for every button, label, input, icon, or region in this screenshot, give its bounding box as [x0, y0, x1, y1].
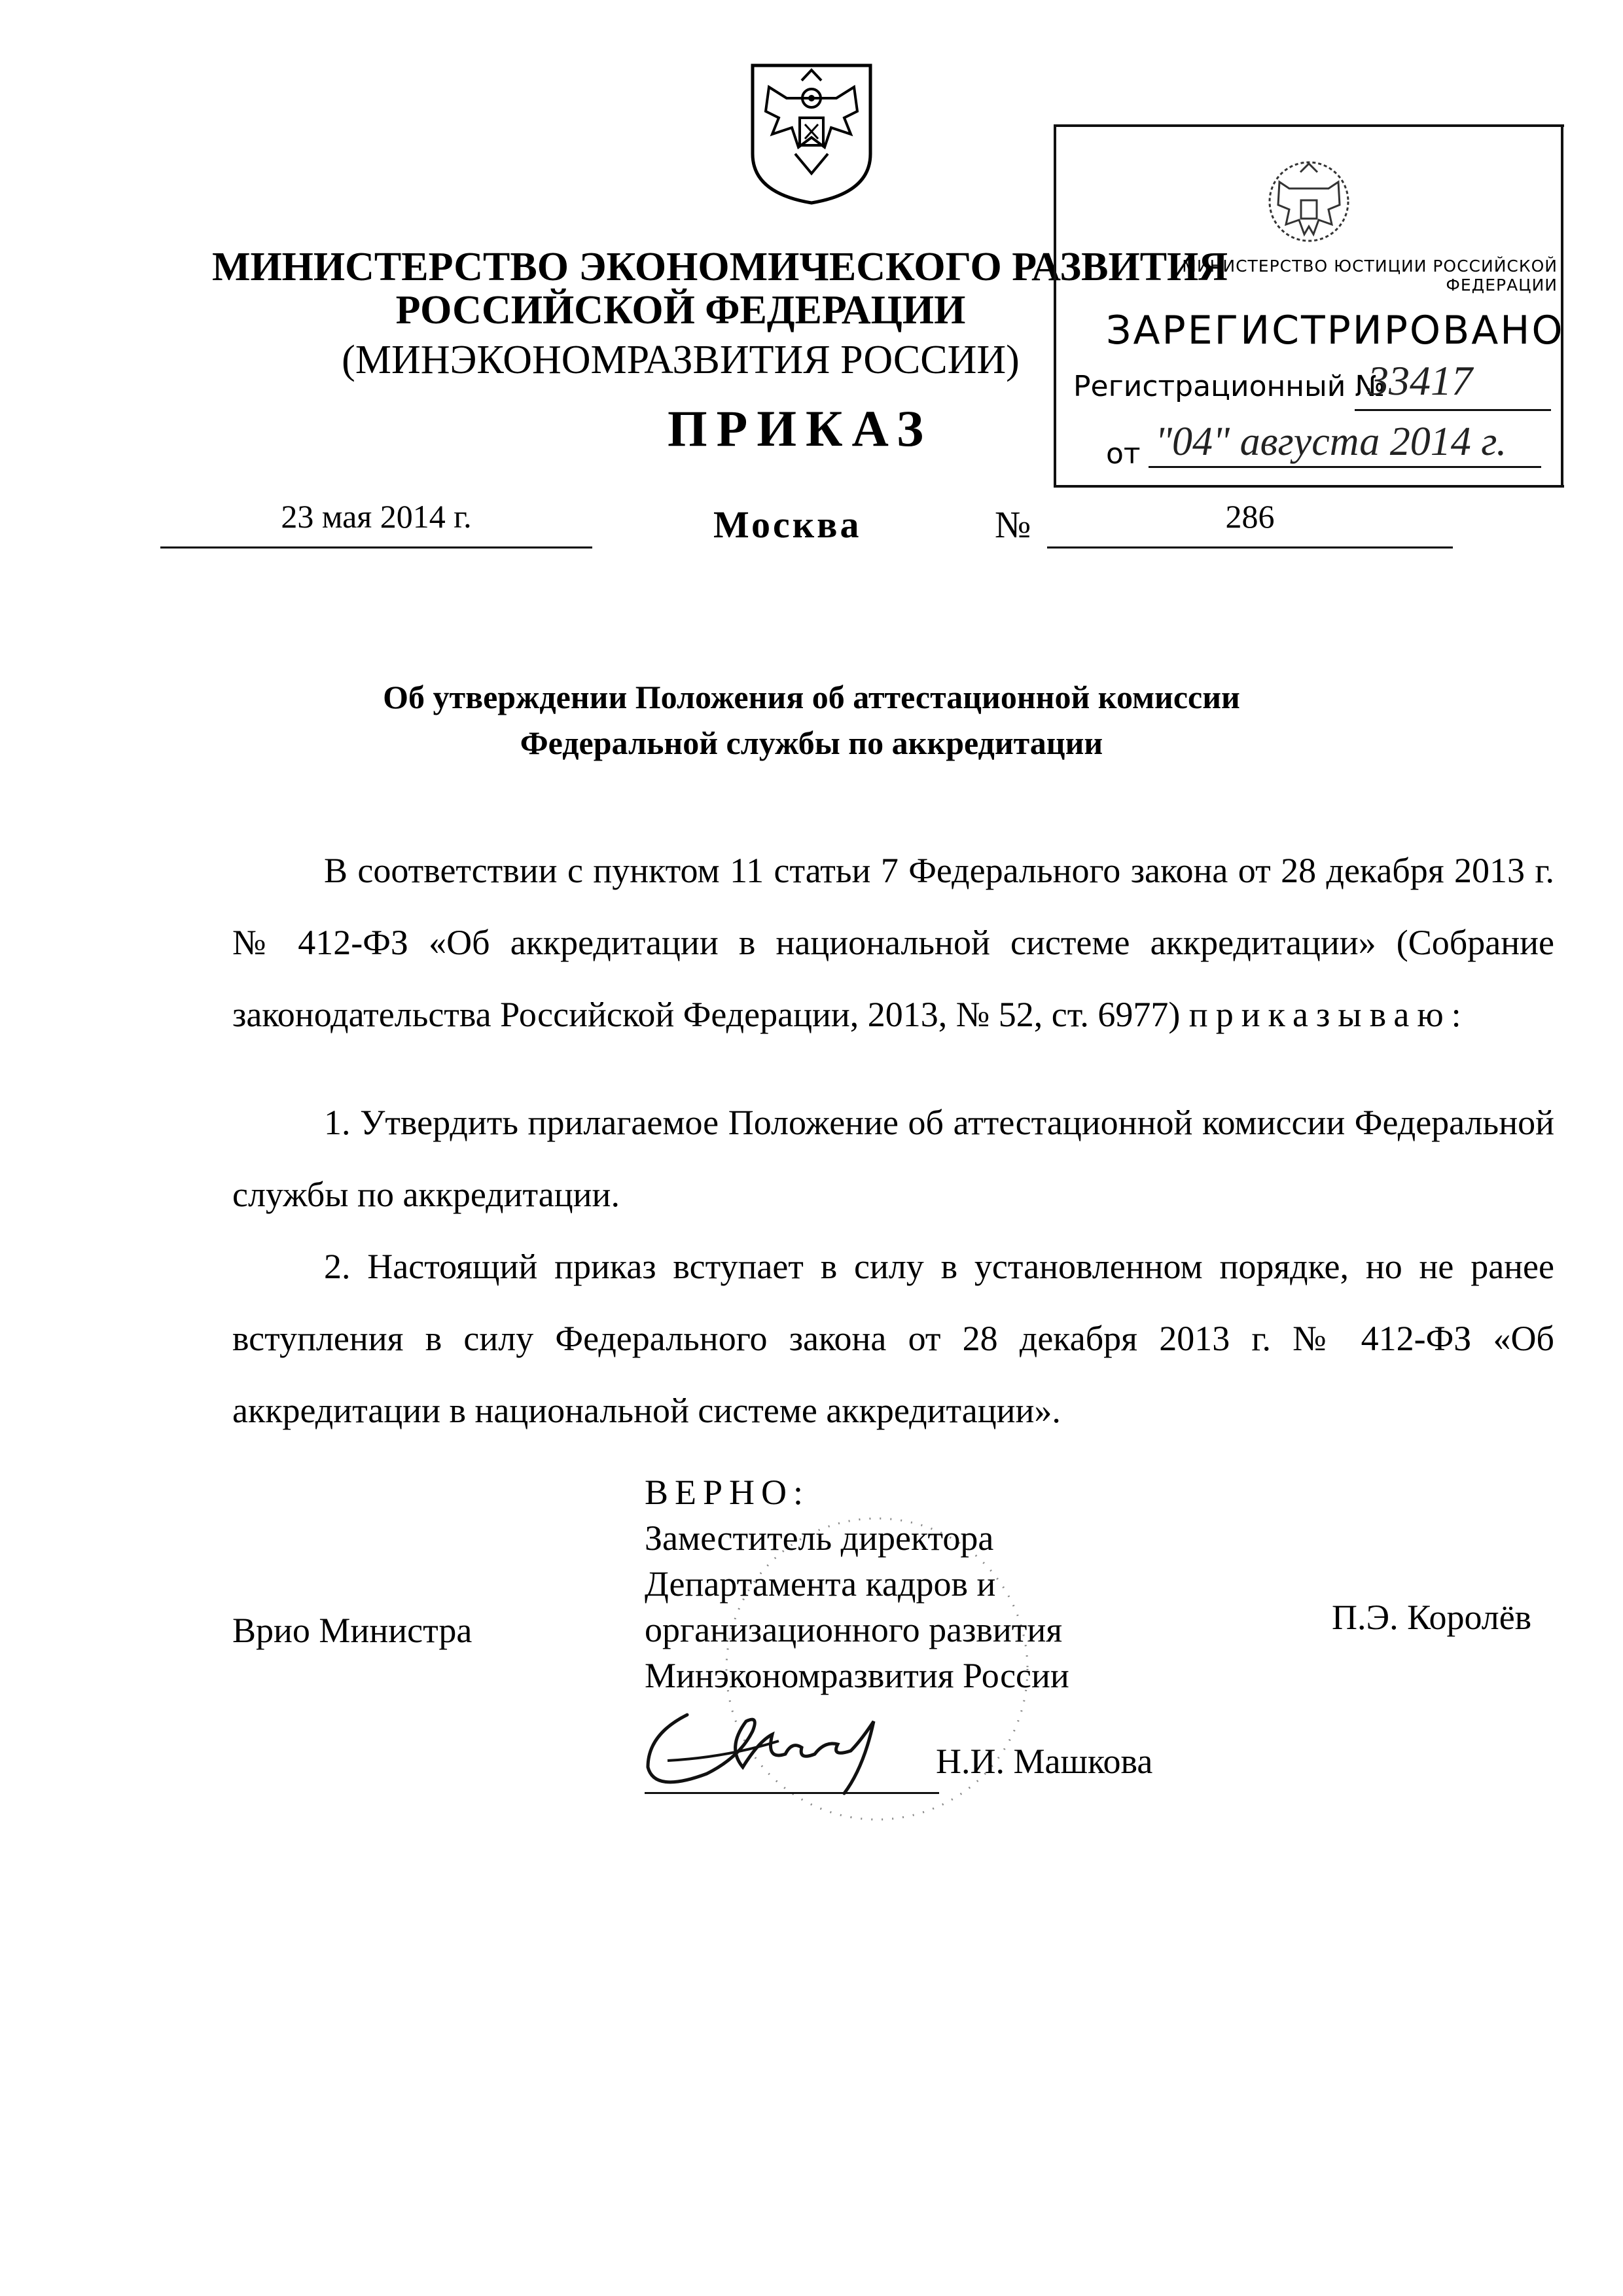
- ministry-name-line2: РОССИЙСКОЙ ФЕДЕРАЦИИ: [395, 288, 966, 332]
- certification-heading: ВЕРНО:: [645, 1473, 810, 1512]
- certifier-title-line3: организационного развития: [645, 1610, 1063, 1649]
- stamp-emblem-icon: [1260, 149, 1358, 254]
- certifier-name: Н.И. Машкова: [936, 1742, 1153, 1781]
- preamble-action: приказываю:: [1188, 995, 1469, 1034]
- document-type: ПРИКАЗ: [668, 400, 933, 457]
- coat-of-arms-emblem: [746, 62, 877, 205]
- signature-underline: [645, 1792, 939, 1794]
- stamp-number-underline: [1355, 409, 1551, 411]
- order-number-sign: №: [995, 503, 1031, 546]
- paragraph-item-2: 2. Настоящий приказ вступает в силу в установленном порядке, но не ранее вступления в силу Федерального закона от 28 декабря 2013 г. № 412-ФЗ «Об аккредитации в национальной системе аккредитации».: [232, 1247, 1554, 1430]
- paragraph-item-1: 1. Утвердить прилагаемое Положение об аттестационной комиссии Федеральной службы по аккредитации.: [232, 1103, 1554, 1214]
- paragraph-preamble: [232, 834, 1554, 1050]
- ministry-name-line1: МИНИСТЕРСТВО ЭКОНОМИЧЕСКОГО РАЗВИТИЯ: [211, 245, 1228, 289]
- stamp-date-underline: [1149, 466, 1541, 468]
- certifier-title-line4: Минэкономразвития России: [645, 1656, 1069, 1695]
- stamp-ministry-name: МИНИСТЕРСТВО ЮСТИЦИИ РОССИЙСКОЙ ФЕДЕРАЦИИ: [1182, 257, 1558, 295]
- signer-position: Врио Министра: [232, 1611, 473, 1650]
- certifier-title-line2: Департамента кадров и: [645, 1564, 996, 1604]
- preamble-text: В соответствии с пунктом 11 статьи 7 Федерального закона от 28 декабря 2013 г. № 412-ФЗ «Об аккредитации в национальной системе аккредитации» (Собрание законодательства Российской Федерации, 2013, № 52, ст. 6977): [232, 851, 1554, 1034]
- certifier-title-line1: Заместитель директора: [645, 1518, 994, 1558]
- stamp-date-label: от: [1106, 437, 1141, 471]
- stamp-number-value: 33417: [1368, 357, 1472, 404]
- stamp-status: ЗАРЕГИСТРИРОВАНО: [1106, 308, 1565, 353]
- stamp-number-label: Регистрационный №: [1073, 370, 1385, 403]
- order-city: Москва: [713, 503, 862, 546]
- order-date: 23 мая 2014 г.: [160, 497, 592, 548]
- order-number: 286: [1047, 497, 1453, 548]
- ministry-short-name: (МИНЭКОНОМРАЗВИТИЯ РОССИИ): [342, 338, 1020, 382]
- signer-name: П.Э. Королёв: [1332, 1598, 1532, 1637]
- document-title-line1: Об утверждении Положения об аттестационной комиссии: [383, 679, 1240, 715]
- document-title-line2: Федеральной службы по аккредитации: [520, 725, 1103, 761]
- stamp-border: [1561, 124, 1563, 488]
- certification-block: [645, 1469, 1069, 1698]
- handwritten-signature: [628, 1695, 916, 1800]
- stamp-date-value: "04" августа 2014 г.: [1155, 420, 1507, 464]
